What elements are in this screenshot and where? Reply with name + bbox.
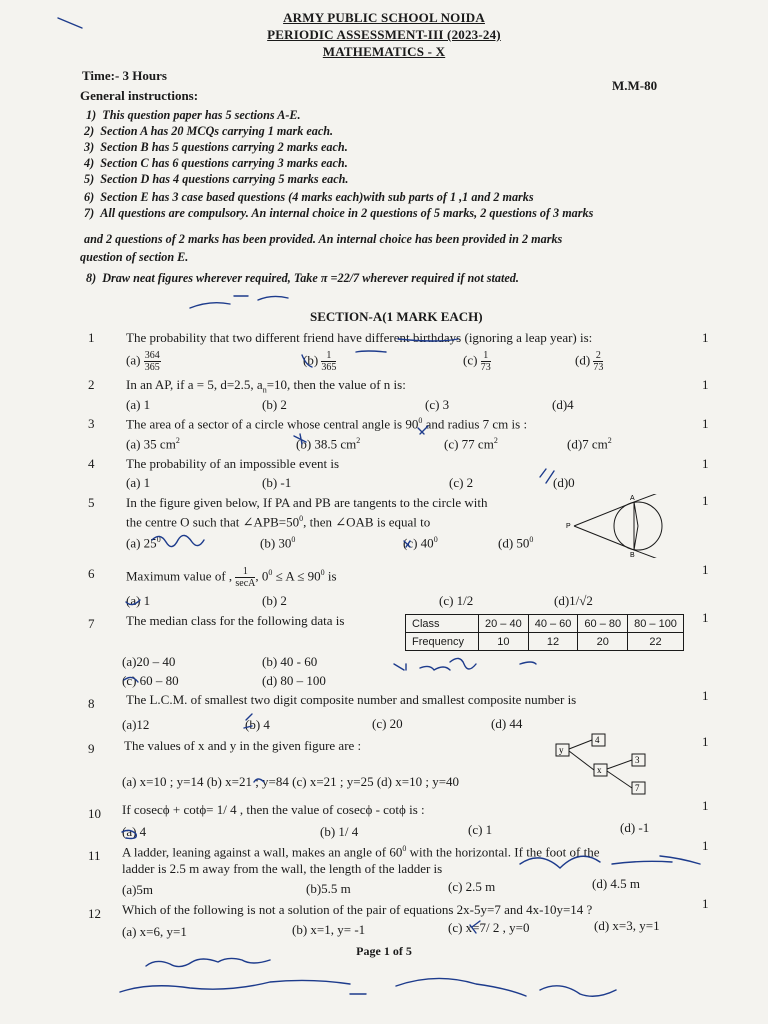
option-d: (d) $\frac{2}{73}$ [575, 350, 604, 373]
option-b: (b) 2 [262, 593, 287, 608]
school-name: ARMY PUBLIC SCHOOL NOIDA [283, 10, 485, 25]
option-a: (a) 35 $cm^2$ [126, 436, 180, 452]
option-c: (c) 2.5 m [448, 879, 496, 894]
option-c: (c) 1 [468, 822, 493, 837]
svg-text:3: 3 [635, 755, 640, 765]
question-number: 3 [88, 416, 95, 431]
question-text: Which of the following is not a solution of the pair of equations 2x-5y=7 and 4x-10y=14 ? [122, 902, 593, 917]
option-c: (c) 20 [372, 716, 403, 731]
question-text: Maximum value of , $\frac{1}{\sec A}$ , $0^0 \le A \le 90^0$ is [126, 566, 337, 589]
assessment-title: PERIODIC ASSESSMENT-III (2023-24) [267, 27, 501, 42]
instruction-text: Section D has 4 questions carrying 5 marks each. [100, 172, 349, 186]
option-d: (d) x=3, y=1 [594, 918, 660, 933]
label-p: P [566, 523, 571, 530]
question-text-2: ladder is 2.5 m away from the wall, the length of the ladder is [122, 861, 443, 876]
instructions-title: General instructions: [80, 88, 199, 103]
instruction-num: 4) [84, 156, 95, 170]
question-text: The area of a sector of a circle whose central angle is $90^0$ and radius 7 cm is : [126, 416, 528, 432]
option-c: (c) $40^0$ [403, 535, 438, 551]
option-c: (c) x=7/ 2 , y=0 [448, 920, 530, 935]
table-cell: Class [406, 615, 479, 633]
instruction-text: Section E has 3 case based questions (4 marks each)with sub parts of 1 ,1 and 2 marks [100, 190, 534, 204]
question-marks: 1 [702, 456, 709, 471]
question-number: 2 [88, 377, 95, 392]
question-marks: 1 [702, 562, 709, 577]
option-d: (d) 80 – 100 [262, 673, 326, 688]
question-marks: 1 [702, 896, 709, 911]
question-number: 4 [88, 456, 95, 471]
tangent-pa [574, 502, 634, 526]
svg-text:7: 7 [635, 783, 640, 793]
option-a: (a) $25^0$ [126, 535, 161, 551]
option-c: (c) 77 $cm^2$ [444, 436, 498, 452]
option-d: (d)4 [552, 397, 574, 412]
table-cell: 22 [628, 633, 684, 651]
option-b: (b) 40 - 60 [262, 654, 318, 669]
instruction-num: 3) [84, 140, 95, 154]
table-cell: 10 [479, 633, 529, 651]
instruction-text: Draw neat figures wherever required, Take π =22/7 wherever required if not stated. [102, 271, 519, 285]
option-a: (a) $\frac{364}{365}$ [126, 350, 160, 373]
option-b: (b) $\frac{1}{365}$ [303, 350, 337, 373]
question-marks: 1 [702, 838, 709, 853]
extension-b [634, 550, 666, 558]
question-marks: 1 [702, 734, 709, 749]
option-d: (d)1/√2 [554, 593, 593, 608]
question-number: 1 [88, 330, 95, 345]
instruction-text: All questions are compulsory. An internal choice in 2 questions of 5 marks, 2 questions of 3 marks [100, 206, 594, 220]
instruction-num: 1) [86, 108, 97, 122]
instruction-num: 8) [86, 271, 97, 285]
question-marks: 1 [702, 798, 709, 813]
options-line: (a) x=10 ; y=14 (b) x=21 ; y=84 (c) x=21 ; y=25 (d) x=10 ; y=40 [122, 774, 460, 789]
table-cell: 80 – 100 [628, 615, 684, 633]
time-label: Time:- 3 Hours [82, 68, 167, 83]
question-text: A ladder, leaning against a wall, makes an angle of $60^0$ with the horizontal. If the foot of the [122, 844, 600, 860]
label-a: A [630, 495, 635, 502]
option-a: (a) 1 [126, 593, 151, 608]
option-d: (d) -1 [620, 820, 650, 835]
frequency-table [405, 614, 684, 651]
option-b: (b) 1/ 4 [320, 824, 359, 839]
table-row [406, 633, 684, 651]
question-text: In an AP, if a = 5, d=2.5, $a_n=10$, then the value of n is: [126, 377, 406, 395]
option-a: (a) 1 [126, 475, 151, 490]
instruction-text: Section C has 6 questions carrying 3 marks each. [100, 156, 348, 170]
question-marks: 1 [702, 416, 709, 431]
table-cell: 20 – 40 [479, 615, 529, 633]
svg-text:y: y [559, 745, 564, 755]
question-number: 12 [88, 906, 101, 921]
tangent-circle-figure [562, 494, 672, 558]
question-number: 10 [88, 806, 101, 821]
option-d: (d) 44 [491, 716, 523, 731]
question-text-2: the centre O such that $\angle APB=50^0$, then ∠OAB is equal to [126, 514, 431, 530]
option-a: (a) 4 [122, 824, 147, 839]
label-b: B [630, 552, 635, 558]
question-text: If cosecϕ + cotϕ= 1/ 4 , then the value of cosecϕ - cotϕ is : [122, 802, 425, 817]
radius-oa [634, 502, 638, 526]
question-marks: 1 [702, 330, 709, 345]
option-b: (b) -1 [262, 475, 292, 490]
tangent-pb [574, 526, 634, 550]
question-text: In the figure given below, If PA and PB are tangents to the circle with [126, 495, 488, 510]
table-cell: 40 – 60 [528, 615, 578, 633]
radius-ob [634, 526, 638, 550]
option-c: (c) 3 [425, 397, 450, 412]
table-cell: 60 – 80 [578, 615, 628, 633]
question-number: 6 [88, 566, 95, 581]
svg-text:x: x [597, 765, 602, 775]
question-text: The values of x and y in the given figure are : [124, 738, 362, 753]
question-text: The probability of an impossible event is [126, 456, 340, 471]
instruction-text: This question paper has 5 sections A-E. [102, 108, 301, 122]
instruction-text: and 2 questions of 2 marks has been provided. An internal choice has been provided in 2 marks [84, 232, 563, 246]
option-c: (c) 2 [449, 475, 474, 490]
instruction-num: 5) [84, 172, 95, 186]
option-c: (c) 60 – 80 [122, 673, 179, 688]
extension-a [634, 494, 666, 502]
option-b: (b) $30^0$ [260, 535, 296, 551]
instruction-text: Section B has 5 questions carrying 2 marks each. [100, 140, 348, 154]
question-number: 8 [88, 696, 95, 711]
question-marks: 1 [702, 610, 709, 625]
option-a: (a) x=6, y=1 [122, 924, 187, 939]
question-marks: 1 [702, 493, 709, 508]
table-row [406, 615, 684, 633]
question-number: 5 [88, 495, 95, 510]
page-number: Page 1 of 5 [356, 944, 412, 958]
option-b: (b) 38.5 $cm^2$ [296, 436, 361, 452]
option-c: (c) $\frac{1}{73}$ [463, 350, 491, 373]
option-a: (a)5m [122, 882, 154, 897]
table-cell: 12 [528, 633, 578, 651]
question-number: 9 [88, 741, 95, 756]
option-d: (d)0 [553, 475, 575, 490]
instruction-text: question of section E. [80, 250, 189, 264]
question-text: The probability that two different friend have different birthdays (ignoring a leap year) is: [126, 330, 593, 345]
option-d: (d) 4.5 m [592, 876, 641, 891]
subject-title: MATHEMATICS - X [322, 44, 446, 59]
option-a: (a)20 – 40 [122, 654, 176, 669]
option-d: (d)7 $cm^2$ [567, 436, 612, 452]
instruction-num: 7) [84, 206, 95, 220]
option-b: (b) 2 [262, 397, 287, 412]
instruction-text: Section A has 20 MCQs carrying 1 mark each. [100, 124, 334, 138]
question-marks: 1 [702, 377, 709, 392]
question-marks: 1 [702, 688, 709, 703]
table-cell: 20 [578, 633, 628, 651]
option-b: (b) 4 [245, 717, 270, 732]
option-c: (c) 1/2 [439, 593, 474, 608]
option-a: (a) 1 [126, 397, 151, 412]
section-title: SECTION-A(1 MARK EACH) [310, 309, 483, 324]
option-a: (a)12 [122, 717, 150, 732]
question-text: The L.C.M. of smallest two digit composite number and smallest composite number is [126, 692, 577, 707]
option-b: (b)5.5 m [306, 881, 351, 896]
table-cell: Frequency [406, 633, 479, 651]
option-b: (b) x=1, y= -1 [292, 922, 366, 937]
instruction-num: 6) [84, 190, 95, 204]
svg-text:4: 4 [595, 735, 600, 745]
question-number: 11 [88, 848, 101, 863]
max-marks: M.M-80 [612, 78, 658, 93]
instruction-num: 2) [84, 124, 95, 138]
option-d: (d) $50^0$ [498, 535, 534, 551]
question-number: 7 [88, 616, 95, 631]
question-text: The median class for the following data is [126, 613, 345, 628]
factor-tree-figure [552, 732, 652, 800]
